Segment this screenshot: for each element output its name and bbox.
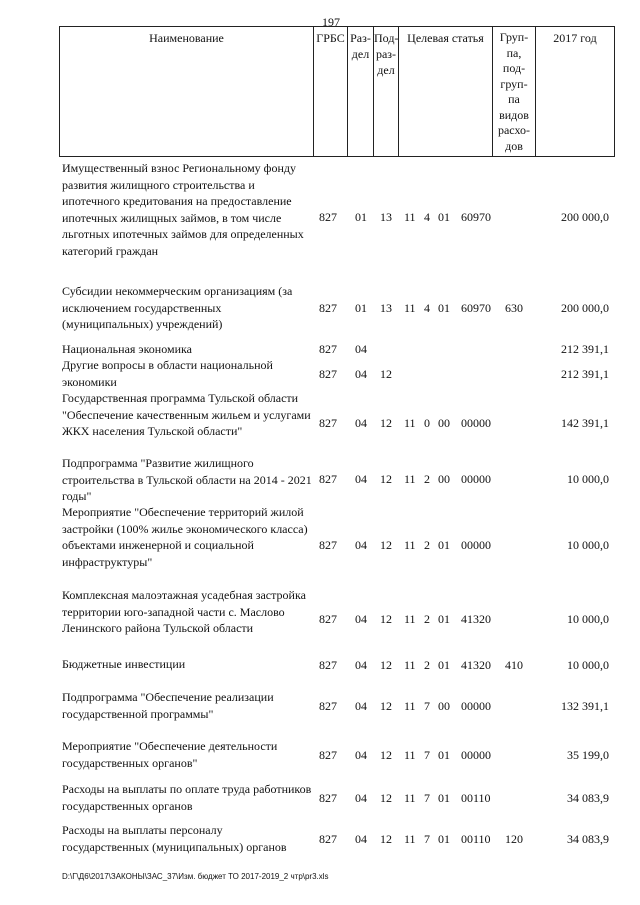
cell-podrazdel: 12	[380, 699, 392, 713]
cell-vid-rashodov: 120	[505, 832, 523, 846]
row-name: Государственная программа Тульской области "Обеспечение качественным жильем и услугами ЖКХ населения Тульской области"	[62, 391, 311, 439]
cell-amount-2017: 10 000,0	[567, 658, 609, 672]
cell-cs-direction: 00000	[461, 472, 491, 486]
row-name: Подпрограмма "Развитие жилищного строительства в Тульской области на 2014 - 2021 годы"	[62, 456, 312, 504]
cell-razdel: 04	[355, 699, 367, 713]
cell-razdel: 01	[355, 210, 367, 224]
cell-razdel: 04	[355, 538, 367, 552]
cell-cs-program: 11	[404, 210, 416, 224]
cell-grbs: 827	[319, 658, 337, 672]
cell-cs-event: 00	[438, 699, 450, 713]
cell-cs-event: 01	[438, 301, 450, 315]
row-name: Другие вопросы в области национальной экономики	[62, 358, 273, 389]
cell-cs-subprogram: 0	[424, 416, 430, 430]
cell-cs-program: 11	[404, 832, 416, 846]
cell-amount-2017: 142 391,1	[561, 416, 609, 430]
cell-cs-program: 11	[404, 748, 416, 762]
cell-cs-event: 00	[438, 472, 450, 486]
header-celevaya-statya: Целевая статья	[407, 31, 484, 45]
cell-cs-direction: 60970	[461, 301, 491, 315]
cell-razdel: 04	[355, 342, 367, 356]
cell-cs-direction: 00110	[461, 832, 491, 846]
file-path-footer: D:\Г\Д6\2017\ЗАКОНЫ\ЗАС_37\Изм. бюджет ТО 2017-2019_2 чтр\pr3.xls	[62, 872, 329, 881]
cell-grbs: 827	[319, 538, 337, 552]
cell-cs-subprogram: 7	[424, 791, 430, 805]
header-razdel: Раз- дел	[350, 31, 371, 61]
cell-grbs: 827	[319, 416, 337, 430]
cell-grbs: 827	[319, 367, 337, 381]
column-divider	[535, 27, 536, 156]
header-gruppa-vidov-rashodov: Груп- па, под- груп- па видов расхо- дов	[497, 30, 531, 153]
cell-cs-event: 01	[438, 791, 450, 805]
cell-podrazdel: 12	[380, 832, 392, 846]
cell-grbs: 827	[319, 612, 337, 626]
cell-grbs: 827	[319, 791, 337, 805]
cell-cs-program: 11	[404, 699, 416, 713]
page-number: 197	[322, 15, 340, 29]
cell-razdel: 04	[355, 472, 367, 486]
cell-amount-2017: 132 391,1	[561, 699, 609, 713]
table-row	[0, 341, 640, 357]
cell-amount-2017: 212 391,1	[561, 342, 609, 356]
cell-cs-direction: 60970	[461, 210, 491, 224]
cell-razdel: 04	[355, 612, 367, 626]
column-divider	[398, 27, 399, 156]
table-header	[59, 26, 615, 157]
cell-cs-subprogram: 2	[424, 612, 430, 626]
table-row	[0, 283, 640, 332]
cell-vid-rashodov: 630	[505, 301, 523, 315]
header-podrazdel: Под- раз- дел	[374, 31, 399, 77]
row-name: Национальная экономика	[62, 342, 192, 356]
cell-amount-2017: 34 083,9	[567, 791, 609, 805]
cell-razdel: 04	[355, 748, 367, 762]
cell-grbs: 827	[319, 210, 337, 224]
cell-razdel: 04	[355, 367, 367, 381]
row-name: Бюджетные инвестиции	[62, 657, 186, 671]
cell-cs-direction: 00110	[461, 791, 491, 805]
cell-cs-event: 01	[438, 658, 450, 672]
table-row	[0, 504, 640, 586]
row-name: Мероприятие "Обеспечение территорий жилой застройки (100% жилье экономического класса) объектами инженерной и социальной инфраструктуры"	[62, 505, 308, 569]
cell-grbs: 827	[319, 748, 337, 762]
cell-cs-event: 01	[438, 538, 450, 552]
cell-cs-program: 11	[404, 301, 416, 315]
cell-grbs: 827	[319, 699, 337, 713]
row-name: Расходы на выплаты по оплате труда работников государственных органов	[62, 782, 312, 813]
cell-cs-subprogram: 7	[424, 699, 430, 713]
cell-cs-direction: 00000	[461, 699, 491, 713]
table-row	[0, 390, 640, 456]
table-row	[0, 738, 640, 771]
cell-cs-program: 11	[404, 612, 416, 626]
cell-amount-2017: 10 000,0	[567, 538, 609, 552]
table-row	[0, 455, 640, 503]
table-row	[0, 160, 640, 273]
cell-podrazdel: 12	[380, 658, 392, 672]
cell-cs-direction: 00000	[461, 416, 491, 430]
header-name: Наименование	[149, 31, 224, 45]
cell-grbs: 827	[319, 301, 337, 315]
cell-podrazdel: 12	[380, 538, 392, 552]
table-row	[0, 822, 640, 855]
row-name: Расходы на выплаты персоналу государственных (муниципальных) органов	[62, 823, 287, 854]
cell-amount-2017: 35 199,0	[567, 748, 609, 762]
cell-amount-2017: 34 083,9	[567, 832, 609, 846]
cell-grbs: 827	[319, 832, 337, 846]
header-grbs: ГРБС	[316, 31, 345, 45]
cell-podrazdel: 13	[380, 210, 392, 224]
row-name: Имущественный взнос Региональному фонду развития жилищного строительства и ипотечного кредитования на предоставление ипотечных жилищных займов, в том числе льготных ипотечных займов для определенных категорий граждан	[62, 161, 304, 258]
table-row	[0, 656, 640, 674]
cell-razdel: 04	[355, 791, 367, 805]
cell-amount-2017: 212 391,1	[561, 367, 609, 381]
cell-podrazdel: 12	[380, 472, 392, 486]
cell-podrazdel: 13	[380, 301, 392, 315]
cell-amount-2017: 10 000,0	[567, 472, 609, 486]
cell-cs-subprogram: 2	[424, 658, 430, 672]
cell-cs-subprogram: 4	[424, 210, 430, 224]
cell-cs-program: 11	[404, 416, 416, 430]
cell-cs-subprogram: 7	[424, 832, 430, 846]
cell-cs-direction: 41320	[461, 612, 491, 626]
cell-amount-2017: 200 000,0	[561, 210, 609, 224]
cell-cs-program: 11	[404, 472, 416, 486]
cell-cs-subprogram: 2	[424, 472, 430, 486]
table-row	[0, 587, 640, 651]
cell-cs-program: 11	[404, 538, 416, 552]
cell-cs-direction: 00000	[461, 538, 491, 552]
cell-podrazdel: 12	[380, 612, 392, 626]
cell-podrazdel: 12	[380, 748, 392, 762]
cell-razdel: 04	[355, 658, 367, 672]
cell-cs-subprogram: 2	[424, 538, 430, 552]
cell-cs-program: 11	[404, 658, 416, 672]
column-divider	[313, 27, 314, 156]
cell-cs-event: 01	[438, 832, 450, 846]
row-name: Подпрограмма "Обеспечение реализации государственной программы"	[62, 690, 274, 721]
cell-razdel: 01	[355, 301, 367, 315]
cell-podrazdel: 12	[380, 367, 392, 381]
cell-cs-event: 01	[438, 748, 450, 762]
cell-grbs: 827	[319, 472, 337, 486]
row-name: Комплексная малоэтажная усадебная застройка территории юго-западной части с. Маслово Ленинского района Тульской области	[62, 588, 306, 636]
cell-amount-2017: 10 000,0	[567, 612, 609, 626]
cell-cs-program: 11	[404, 791, 416, 805]
table-row	[0, 689, 640, 722]
cell-podrazdel: 12	[380, 416, 392, 430]
row-name: Субсидии некоммерческим организациям (за исключением государственных (муниципальных) учреждений)	[62, 284, 293, 332]
cell-cs-direction: 41320	[461, 658, 491, 672]
table-row	[0, 357, 640, 390]
cell-podrazdel: 12	[380, 791, 392, 805]
cell-razdel: 04	[355, 832, 367, 846]
cell-cs-event: 01	[438, 210, 450, 224]
cell-amount-2017: 200 000,0	[561, 301, 609, 315]
cell-cs-subprogram: 4	[424, 301, 430, 315]
cell-grbs: 827	[319, 342, 337, 356]
cell-cs-direction: 00000	[461, 748, 491, 762]
cell-razdel: 04	[355, 416, 367, 430]
cell-cs-event: 00	[438, 416, 450, 430]
cell-cs-event: 01	[438, 612, 450, 626]
cell-cs-subprogram: 7	[424, 748, 430, 762]
cell-vid-rashodov: 410	[505, 658, 523, 672]
header-year-2017: 2017 год	[553, 31, 597, 45]
row-name: Мероприятие "Обеспечение деятельности государственных органов"	[62, 739, 278, 770]
table-row	[0, 781, 640, 814]
